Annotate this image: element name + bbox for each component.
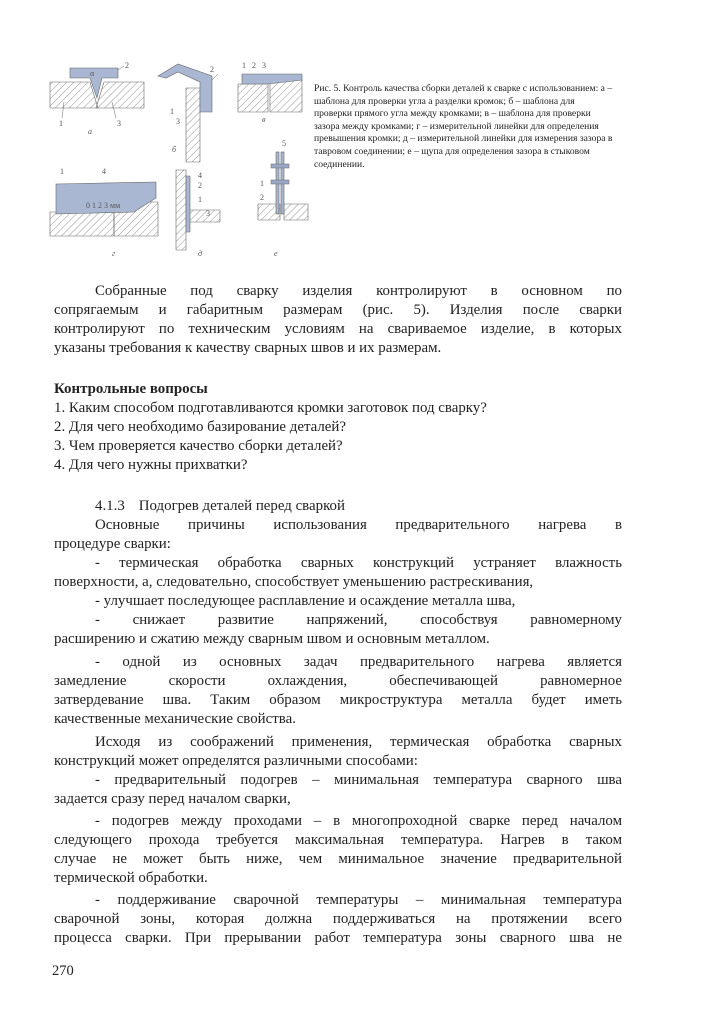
figure-panel-b <box>158 64 218 162</box>
body-line: - подогрев между проходами – в многопроходной сварке перед началом <box>95 813 622 829</box>
body-line: указаны требования к качеству сварных швов и их размерам. <box>54 340 442 356</box>
part-number-1g: 1 <box>60 167 64 176</box>
part-number-5e: 5 <box>282 139 286 148</box>
part-number-3v: 3 <box>262 61 266 70</box>
body-line: поверхности, а, следовательно, способствует уменьшению растрескивания, <box>54 574 534 590</box>
part-number-1b: 1 <box>170 107 174 116</box>
body-line: - поддерживание сварочной температуры – минимальная температура <box>95 892 622 908</box>
body-line: конструкций может определятся различными способами: <box>54 753 418 769</box>
figure-panel-g <box>50 167 158 258</box>
body-line: затвердевание шва. Таким образом микроструктура металла будет иметь <box>54 692 622 708</box>
part-number-3d: 3 <box>206 209 210 218</box>
page-number: 270 <box>52 963 74 979</box>
figure-5-drawings <box>40 52 310 272</box>
part-number-2e: 2 <box>260 193 264 202</box>
section-number: 4.1.3 <box>95 498 125 514</box>
panel-label-v: в <box>262 115 266 124</box>
body-line: контролируют по техническим условиям на свариваемое изделие, в которых <box>54 321 622 337</box>
body-line: Основные причины использования предварительного нагрева в <box>95 517 622 533</box>
part-number-2b: 2 <box>210 65 214 74</box>
part-number-1e: 1 <box>260 179 264 188</box>
label-alpha: α <box>90 69 95 78</box>
body-line: термической обработки. <box>54 870 208 886</box>
figure-caption: Рис. 5. Контроль качества сборки деталей к сварке с использованием: а – шаблона для проверки угла а разделки кромок; б – шаблона для проверки прямого угла между кромками; в – шаблона для проверки зазора между кромками; г – измерительной линейки для определения превышения кромки; д – измерительной линейки для измерения зазора в тавровом соединении; е – щупа для определения зазора в стыковом соединении. <box>314 83 613 170</box>
part-number-4g: 4 <box>102 167 106 176</box>
section-heading <box>54 497 622 516</box>
question-item: 3. Чем проверяется качество сборки деталей? <box>54 438 343 454</box>
part-number-3: 3 <box>117 119 121 128</box>
body-line: процесса сварки. При прерывании работ температура зоны сварного шва не <box>54 930 622 946</box>
body-line: сварочной зоны, которая должна поддерживаться на протяжении всего <box>54 911 622 927</box>
part-number-2v: 2 <box>252 61 256 70</box>
body-line: задается сразу перед началом сварки, <box>54 791 291 807</box>
body-line: следующего прохода требуется максимальная температура. Нагрев в таком <box>54 832 622 848</box>
panel-label-d: д <box>198 249 203 258</box>
part-number-2: 2 <box>125 61 129 70</box>
scale-readout: 0 1 2 3 мм <box>86 201 121 210</box>
figure-panel-a <box>50 61 144 136</box>
part-number-3b: 3 <box>176 117 180 126</box>
body-line: - одной из основных задач предварительного нагрева является <box>95 654 622 670</box>
body-line: расширению и сжатию между сварным швом и основным металлом. <box>54 631 490 647</box>
question-item: 4. Для чего нужны прихватки? <box>54 457 248 473</box>
body-line: Собранные под сварку изделия контролируют в основном по <box>95 283 622 299</box>
section-title: Подогрев деталей перед сваркой <box>138 498 345 514</box>
figure-panel-d <box>176 170 220 258</box>
body-line: - улучшает последующее расплавление и осаждение металла шва, <box>95 593 516 609</box>
panel-label-a: а <box>88 127 92 136</box>
part-number-4d: 4 <box>198 171 202 180</box>
part-number-1: 1 <box>59 119 63 128</box>
body-line: - термическая обработка сварных конструкций устраняет влажность <box>95 555 622 571</box>
body-line: процедуре сварки: <box>54 536 171 552</box>
panel-label-b: б <box>172 145 177 154</box>
part-number-1d: 1 <box>198 195 202 204</box>
body-line: случае не может быть ниже, чем минимальное значение предварительной <box>54 851 622 867</box>
body-line: - снижает развитие напряжений, способствуя равномерному <box>95 612 622 628</box>
body-line: - предварительный подогрев – минимальная температура сварного шва <box>95 772 622 788</box>
question-item: 2. Для чего необходимо базирование деталей? <box>54 419 346 435</box>
part-number-2d: 2 <box>198 181 202 190</box>
figure-panel-v <box>238 61 302 124</box>
body-line: качественные механические свойства. <box>54 711 296 727</box>
questions-heading: Контрольные вопросы <box>54 381 208 397</box>
body-line: замедление скорости охлаждения, обеспечивающей равномерное <box>54 673 622 689</box>
part-number-1v: 1 <box>242 61 246 70</box>
body-line: Исходя из соображений применения, термическая обработка сварных <box>95 734 622 750</box>
panel-label-g: г <box>112 249 116 258</box>
body-line: сопрягаемым и габаритным размерам (рис. 5). Изделия после сварки <box>54 302 622 318</box>
panel-label-e: е <box>274 249 278 258</box>
figure-panel-e <box>258 139 308 258</box>
question-item: 1. Каким способом подготавливаются кромки заготовок под сварку? <box>54 400 487 416</box>
